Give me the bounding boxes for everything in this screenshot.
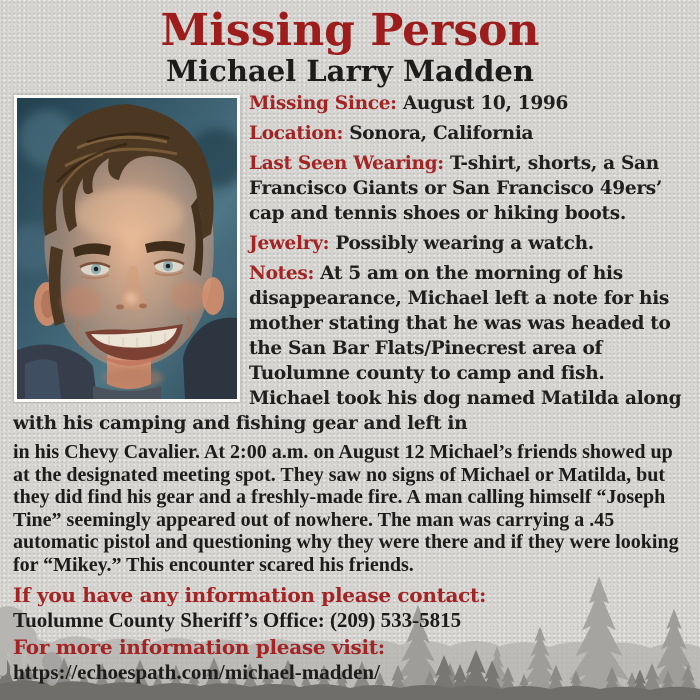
poster-header [0, 0, 700, 87]
contact-phone: Tuolumne County Sheriff’s Office: (209) 533-5815 [13, 608, 462, 633]
location-value: Sonora, California [349, 123, 534, 145]
contact-section [0, 584, 700, 684]
poster-body [0, 91, 700, 576]
visit-url: https://echoespath.com/michael-madden/ [13, 660, 380, 685]
notes-label: Notes: [249, 263, 315, 285]
last-seen-label: Last Seen Wearing: [249, 153, 444, 175]
contact-heading: If you have any information please contact: [13, 583, 487, 608]
missing-person-photo [14, 95, 240, 402]
portrait-illustration [17, 98, 237, 399]
page-title: Missing Person [160, 5, 540, 56]
location-label: Location: [249, 123, 344, 145]
notes-text-fullwidth: in his Chevy Cavalier. At 2:00 a.m. on August 12 Michael’s friends showed up at the designated meeting spot. They saw no signs of Michael or Matilda, but they did find his gear and a freshly-made fire. A man calling himself “Joseph Tine” seemingly appeared out of nowhere. The man was carrying a .45 automatic pistol and questioning why they were there and if they were looking for “Mikey.” This encounter scared his friends. [13, 441, 679, 576]
notes-text-column: At 5 am on the morning of his disappearance, Michael left a note for his mother stating that he was was headed to the San Bar Flats/Pinecrest area of Tuolumne county to camp and fish. Michael took his dog named Matilda along with his camping and fishing gear and left in [13, 263, 682, 435]
visit-heading: For more information please visit: [13, 635, 385, 660]
person-name: Michael Larry Madden [166, 53, 534, 88]
missing-since-label: Missing Since: [249, 93, 397, 115]
jewelry-label: Jewelry: [249, 233, 330, 255]
last-seen-value: T-shirt, shorts, a San Francisco Giants or San Francisco 49ers’ cap and tennis shoes or hiking boots. [249, 153, 663, 225]
jewelry-value: Possibly wearing a watch. [335, 233, 594, 255]
missing-since-value: August 10, 1996 [402, 93, 569, 115]
